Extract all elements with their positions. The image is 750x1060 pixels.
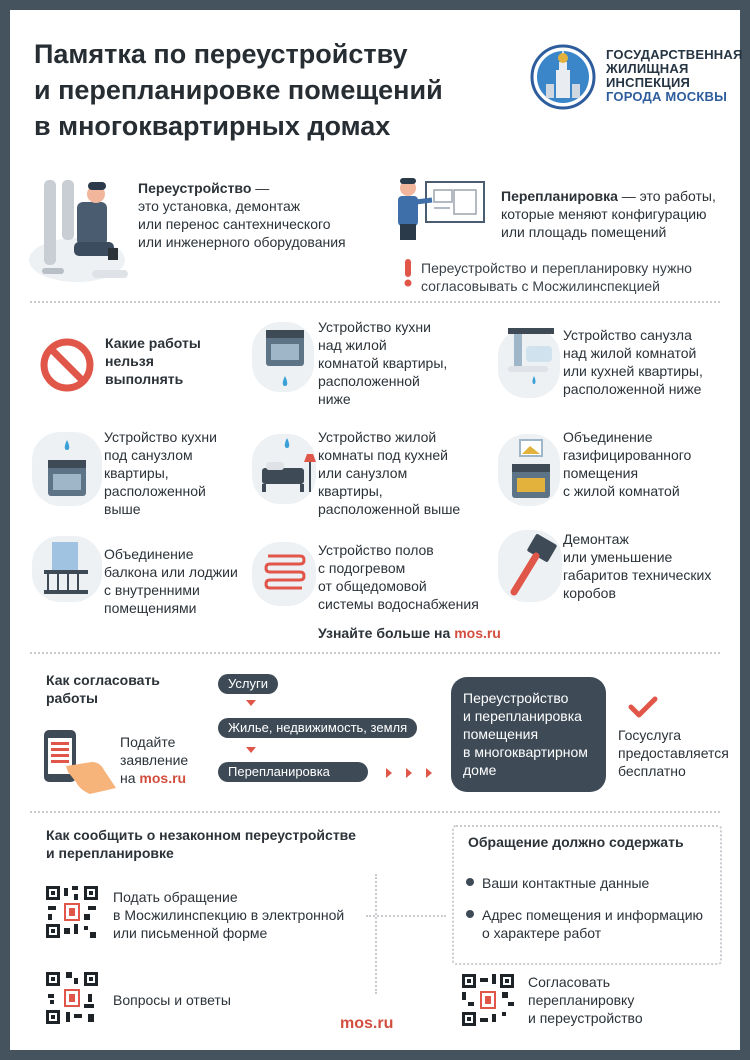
mos-ru-link[interactable]: mos.ru	[139, 770, 187, 786]
gas-stove-icon	[504, 434, 558, 504]
agree-link[interactable]: Согласовать перепланировку и переустройство	[528, 974, 643, 1026]
flow-arrow	[426, 768, 432, 778]
forbidden-item-2: Устройство кухни под санузлом квартиры, расположенной выше	[104, 429, 217, 517]
submit-application: Подайте заявление на mos.ru	[120, 734, 189, 786]
heated-floor-icon	[262, 550, 308, 594]
step-arrow	[246, 700, 256, 706]
forbidden-item-7: Демонтаж или уменьшение габаритов технических коробов	[563, 531, 712, 601]
qr-code-icon[interactable]	[44, 884, 100, 940]
prohibited-icon	[40, 338, 94, 392]
forbidden-item-6: Устройство полов с подогревом от общедомовой системы водоснабжения	[318, 542, 479, 612]
reconstruction-definition: Переустройство — это установка, демонтаж или перенос сантехнического или инженерного оборудования	[138, 180, 346, 250]
step-services[interactable]: Услуги	[218, 674, 278, 694]
plumber-icon	[22, 170, 132, 290]
forbidden-item-5: Объединение балкона или лоджии с внутренними помещениями	[104, 546, 238, 616]
bathroom-icon	[504, 328, 558, 388]
faq-link[interactable]: Вопросы и ответы	[113, 992, 231, 1008]
step-replanning[interactable]: Перепланировка	[218, 762, 368, 782]
phone-hand-icon	[40, 726, 120, 796]
forbidden-item-1: Устройство санузла над жилой комнатой или кухней квартиры, расположенной ниже	[563, 327, 703, 397]
must-contain-heading: Обращение должно содержать	[468, 834, 684, 850]
bullet-icon	[466, 910, 474, 918]
bed-icon	[256, 434, 318, 500]
approval-warning: Переустройство и перепланировку нужно согласовывать с Мосжилинспекцией	[421, 260, 692, 294]
inspection-logo-text: ГОСУДАРСТВЕННАЯ ЖИЛИЩНАЯ ИНСПЕКЦИЯ ГОРОДА МОСКВЫ	[606, 47, 743, 104]
inspection-emblem-icon	[530, 40, 596, 114]
checkmark-icon	[628, 696, 658, 718]
qr-code-icon[interactable]	[44, 970, 100, 1026]
report-online: Подать обращение в Мосжилинспекцию в электронной или письменной форме	[113, 889, 345, 941]
qr-code-icon[interactable]	[460, 972, 516, 1028]
stove-icon	[40, 438, 94, 504]
forbidden-item-4: Объединение газифицированного помещения с жилой комнатой	[563, 429, 692, 499]
connector	[366, 915, 446, 917]
section-divider	[30, 811, 720, 813]
page-title: Памятка по переустройству и перепланировке помещений в многоквартирных домах	[34, 39, 443, 141]
free-service-note: Госуслуга предоставляется бесплатно	[618, 727, 729, 779]
section-divider	[30, 652, 720, 654]
must-contain-item: Ваши контактные данные	[466, 874, 649, 892]
bullet-icon	[466, 878, 474, 886]
forbidden-item-0: Устройство кухни над жилой комнатой квартиры, расположенной ниже	[318, 319, 448, 407]
poster	[10, 10, 743, 1050]
service-result-box[interactable]: Переустройство и перепланировка помещения в многоквартирном доме	[451, 677, 606, 792]
step-housing[interactable]: Жилье, недвижимость, земля	[218, 718, 417, 738]
learn-more: Узнайте больше на mos.ru	[318, 625, 501, 641]
exclamation-icon	[403, 259, 413, 287]
section-divider	[30, 301, 720, 303]
mos-ru-link[interactable]: mos.ru	[454, 625, 501, 641]
balcony-icon	[38, 538, 94, 600]
forbidden-heading: Какие работы нельзя выполнять	[105, 335, 201, 387]
must-contain-item: Адрес помещения и информацию о характере работ	[466, 906, 703, 942]
approval-heading: Как согласовать работы	[46, 672, 160, 706]
hammer-icon	[504, 534, 560, 598]
connector	[375, 874, 377, 994]
forbidden-item-3: Устройство жилой комнаты под кухней или санузлом квартиры, расположенной выше	[318, 429, 461, 517]
architect-plan-icon	[388, 174, 488, 244]
flow-arrow	[406, 768, 412, 778]
stove-icon	[258, 324, 312, 394]
replanning-definition: Перепланировка — это работы, которые меняют конфигурацию или площадь помещений	[501, 188, 716, 240]
report-heading: Как сообщить о незаконном переустройстве и перепланировке	[46, 827, 356, 861]
step-arrow	[246, 747, 256, 753]
footer-mos-ru-link[interactable]: mos.ru	[340, 1015, 394, 1032]
flow-arrow	[386, 768, 392, 778]
